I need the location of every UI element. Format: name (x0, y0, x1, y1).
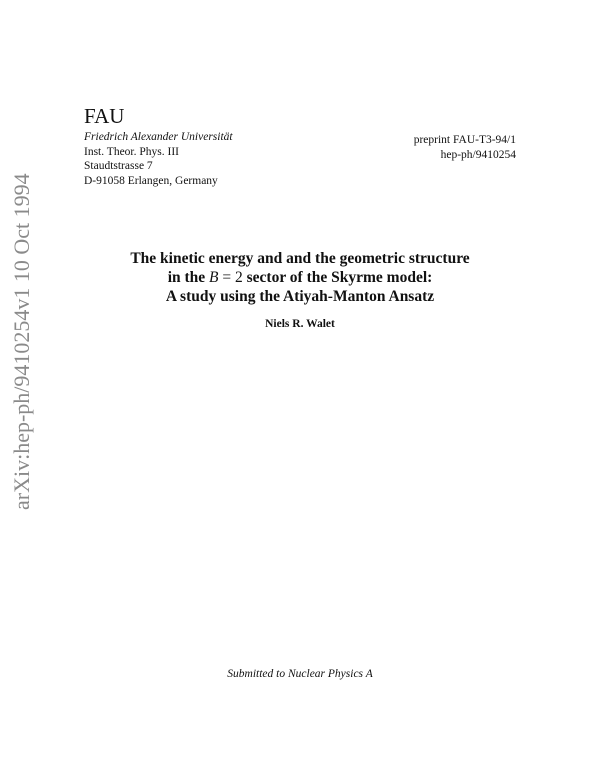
department-name: Inst. Theor. Phys. III (84, 145, 179, 158)
city-address: D-91058 Erlangen, Germany (84, 174, 218, 187)
institution-acronym: FAU (84, 104, 125, 128)
paper-title (60, 249, 540, 306)
university-name: Friedrich Alexander Universität (84, 131, 233, 143)
preprint-block (414, 133, 516, 163)
arxiv-identifier-stamp: arXiv:hep-ph/9410254v1 10 Oct 1994 (9, 173, 34, 510)
preprint-number: preprint FAU-T3-94/1 (413, 134, 516, 146)
title-line-2-prefix: in the (167, 269, 210, 286)
title-line-2 (60, 268, 540, 287)
title-line-3: A study using the Atiyah-Manton Ansatz (165, 288, 435, 305)
submission-note: Submitted to Nuclear Physics A (227, 668, 373, 680)
street-address: Staudtstrasse 7 (84, 160, 153, 172)
baryon-number-value: = 2 (218, 269, 243, 286)
author-name: Niels R. Walet (265, 318, 335, 330)
archive-id: hep-ph/9410254 (440, 149, 516, 161)
baryon-number-symbol: B (209, 269, 219, 286)
institution-block (84, 104, 344, 188)
title-line-1: The kinetic energy and and the geometric structure (130, 250, 470, 267)
title-line-2-suffix: sector of the Skyrme model: (242, 269, 433, 286)
